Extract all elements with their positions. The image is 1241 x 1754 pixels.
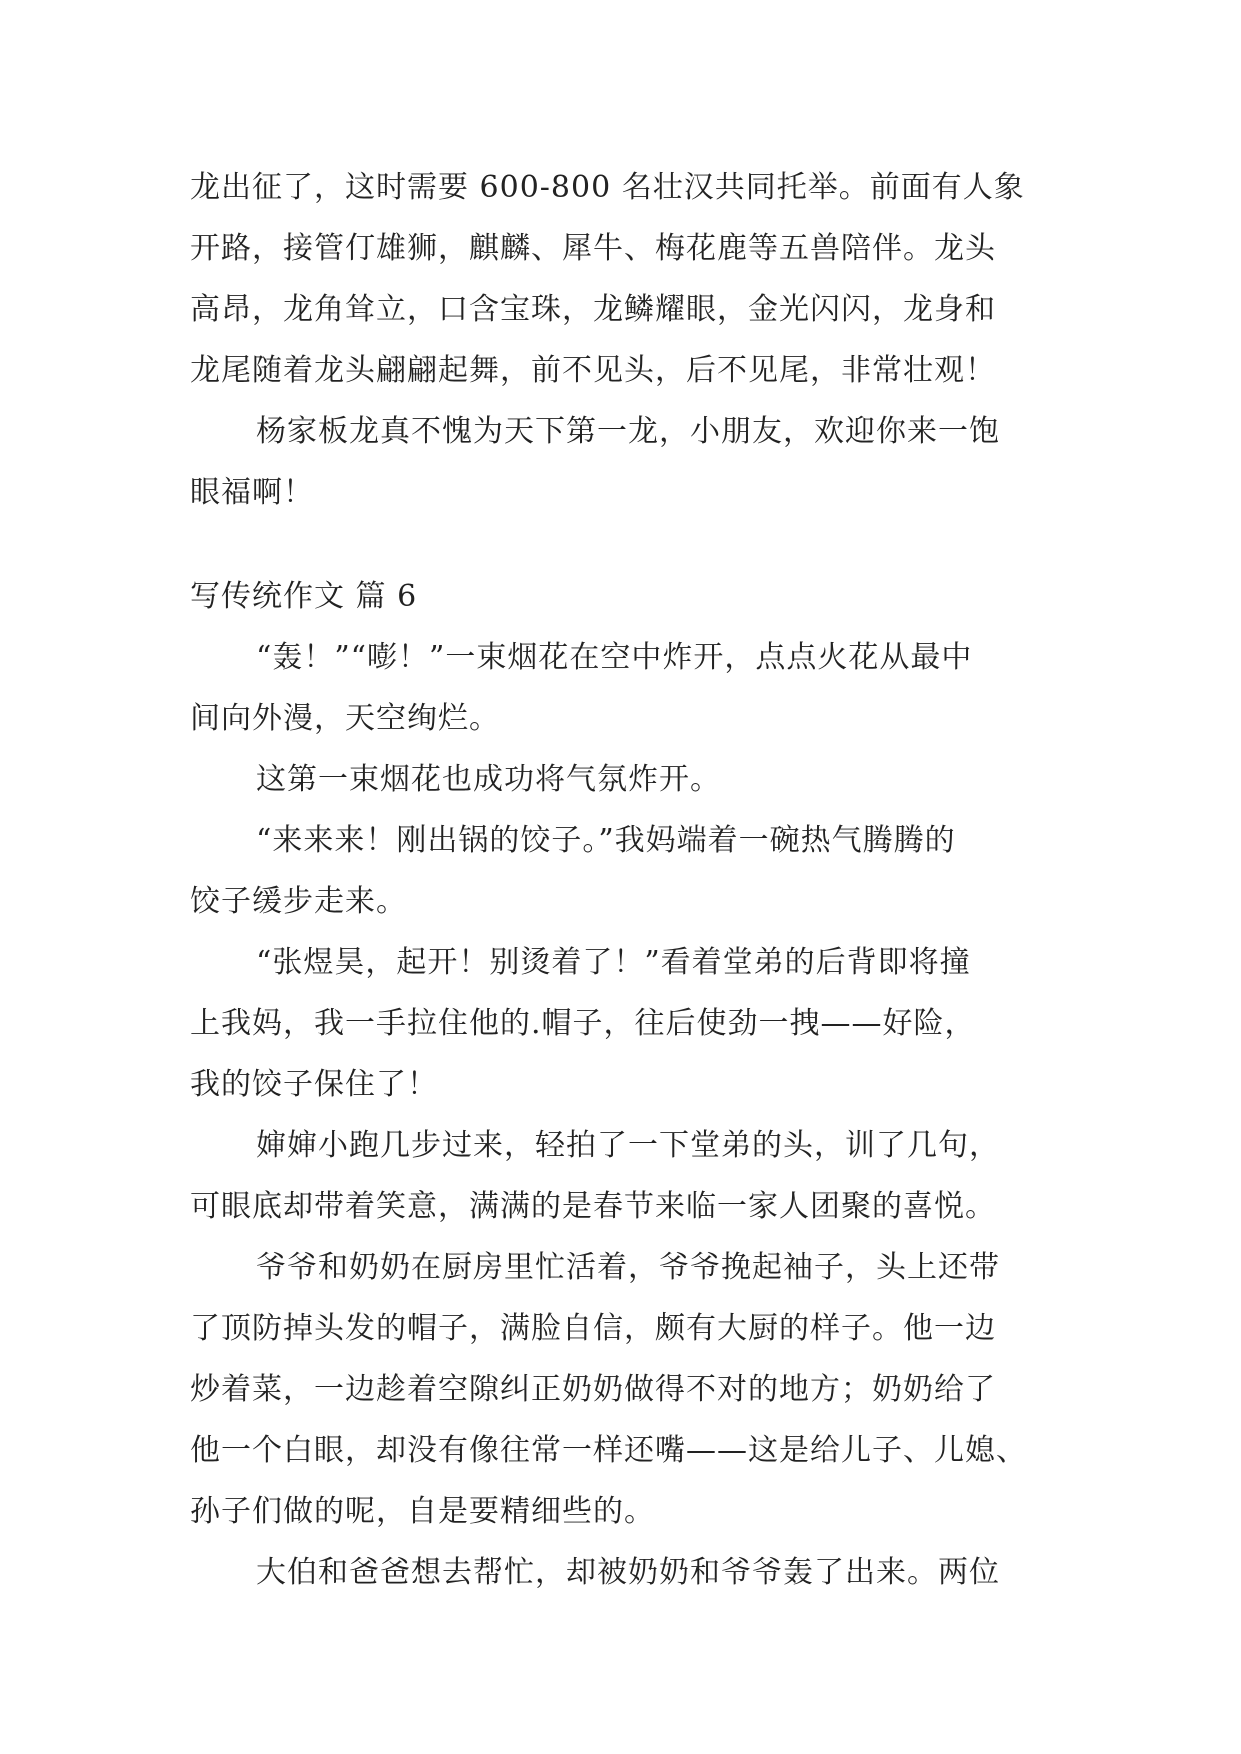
text-line: 杨家板龙真不愧为天下第一龙，小朋友，欢迎你来一饱 (256, 414, 1000, 449)
text-line: “张煜昊，起开！别烫着了！”看着堂弟的后背即将撞 (256, 945, 971, 980)
text-line: 大伯和爸爸想去帮忙，却被奶奶和爷爷轰了出来。两位 (256, 1555, 1000, 1590)
text-line: 间向外漫，天空绚烂。 (190, 701, 500, 736)
text-line: 可眼底却带着笑意，满满的是春节来临一家人团聚的喜悦。 (190, 1189, 996, 1224)
text-line: 了顶防掉头发的帽子，满脸自信，颇有大厨的样子。他一边 (190, 1311, 996, 1346)
text-line: 炒着菜，一边趁着空隙纠正奶奶做得不对的地方；奶奶给了 (190, 1372, 996, 1407)
text-line: 饺子缓步走来。 (190, 884, 407, 919)
text-line: 龙出征了，这时需要 600-800 名壮汉共同托举。前面有人象 (190, 170, 1025, 205)
text-line: 他一个白眼，却没有像往常一样还嘴——这是给儿子、儿媳、 (190, 1433, 1027, 1468)
section-heading: 写传统作文 篇 6 (190, 579, 418, 614)
text-line: 孙子们做的呢，自是要精细些的。 (190, 1494, 655, 1529)
text-line: 我的饺子保住了！ (190, 1067, 438, 1102)
text-line: 上我妈，我一手拉住他的.帽子，往后使劲一拽——好险， (190, 1006, 976, 1041)
section-block (190, 566, 1050, 1603)
text-line: 高昂，龙角耸立，口含宝珠，龙鳞耀眼，金光闪闪，龙身和 (190, 292, 996, 327)
text-line: 婶婶小跑几步过来，轻拍了一下堂弟的头，训了几句， (256, 1128, 1000, 1163)
text-line: 龙尾随着龙头翩翩起舞，前不见头，后不见尾，非常壮观！ (190, 353, 996, 388)
text-line: 开路，接管仃雄狮，麒麟、犀牛、梅花鹿等五兽陪伴。龙头 (190, 231, 996, 266)
text-line: 这第一束烟花也成功将气氛炸开。 (256, 762, 721, 797)
text-line: 眼福啊！ (190, 475, 314, 510)
text-line: “来来来！刚出锅的饺子。”我妈端着一碗热气腾腾的 (256, 823, 956, 858)
paragraph-block-top (190, 157, 1050, 523)
text-line: 爷爷和奶奶在厨房里忙活着，爷爷挽起袖子，头上还带 (256, 1250, 1000, 1285)
text-line: “轰！”“嘭！”一束烟花在空中炸开，点点火花从最中 (256, 640, 973, 675)
